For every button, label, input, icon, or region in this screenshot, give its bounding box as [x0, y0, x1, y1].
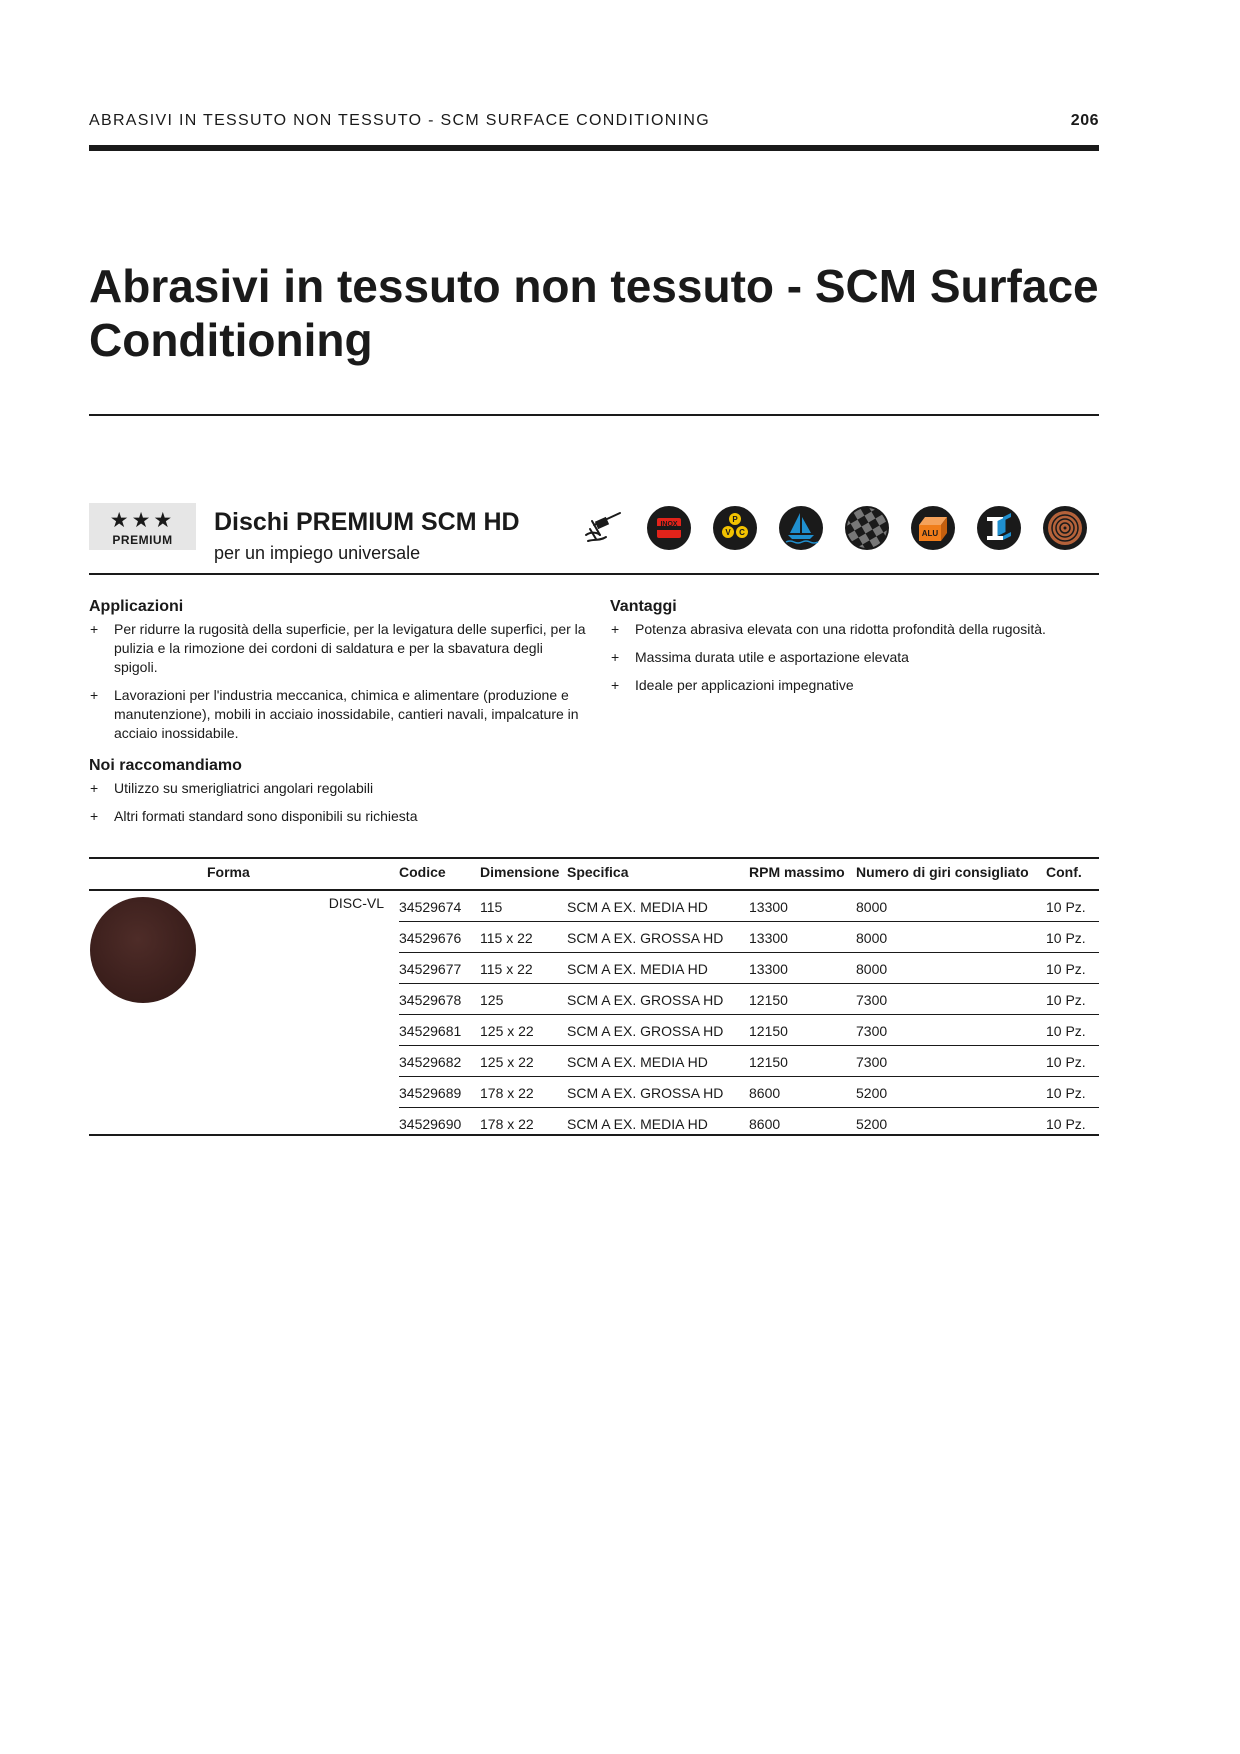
product-rule [89, 573, 1099, 575]
running-header-title: ABRASIVI IN TESSUTO NON TESSUTO - SCM SURFACE CONDITIONING [89, 112, 710, 129]
table-row: 34529678 125 SCM A EX. GROSSA HD 12150 7300 10 Pz. [0, 984, 1240, 1015]
list-item: + Potenza abrasiva elevata con una ridotta profondità della rugosità. [611, 621, 1046, 637]
product-subtitle: per un impiego universale [214, 543, 421, 563]
product-name: Dischi PREMIUM SCM HD [214, 508, 520, 536]
table-bottom-rule [89, 1134, 1099, 1136]
table-row: 34529690 178 x 22 SCM A EX. MEDIA HD 8600 5200 10 Pz. [399, 1116, 1086, 1132]
raccomandiamo-heading: Noi raccomandiamo [89, 757, 242, 774]
premium-badge [89, 503, 196, 550]
svg-text:ALU: ALU [921, 529, 939, 538]
table-row: 34529676 115 x 22 SCM A EX. GROSSA HD 13300 8000 10 Pz. [0, 922, 1240, 953]
table-row: 34529674 115 SCM A EX. MEDIA HD 13300 8000 10 Pz. [0, 891, 1240, 922]
boat-icon [778, 505, 824, 551]
wood-icon [1042, 505, 1088, 551]
list-item: + Lavorazioni per l'industria meccanica, chimica e alimentare (produzione e manutenzione), mobili in acciaio inossidabile, cantieri navali, impalcature in acciaio inossidabile. [90, 687, 579, 741]
steel-beam-icon [976, 505, 1022, 551]
table-top-rule [89, 857, 1099, 859]
list-item: + Utilizzo su smerigliatrici angolari regolabili [90, 780, 374, 796]
col-header-specifica: Specifica [567, 864, 629, 880]
applicazioni-heading: Applicazioni [89, 598, 184, 615]
table-row: 34529682 125 x 22 SCM A EX. MEDIA HD 12150 7300 10 Pz. [0, 1046, 1240, 1077]
raccomandiamo-list [89, 779, 589, 835]
list-item: + Ideale per applicazioni impegnative [611, 677, 854, 693]
col-header-giri: Numero di giri consigliato [856, 864, 1029, 880]
running-header [89, 112, 1099, 136]
list-item: + Altri formati standard sono disponibili su richiesta [90, 808, 418, 824]
pvc-icon [712, 505, 758, 551]
list-item: + Per ridurre la rugosità della superficie, per la levigatura delle superfici, per la pulizia e la rimozione dei cordoni di saldatura e per la sbavatura degli spigoli. [90, 621, 586, 675]
svg-text:V: V [725, 528, 731, 537]
col-header-conf: Conf. [1046, 864, 1082, 880]
forma-name: DISC-VL [328, 895, 384, 911]
material-icons [580, 505, 1100, 555]
vantaggi-heading: Vantaggi [610, 598, 677, 615]
composite-icon [844, 505, 890, 551]
page-title: Abrasivi in tessuto non tessuto - SCM Surface Conditioning [89, 260, 1099, 366]
premium-stars: ★★★ [109, 509, 176, 532]
inox-icon [646, 505, 692, 551]
col-header-dimensione: Dimensione [480, 864, 560, 880]
col-header-codice: Codice [399, 864, 446, 880]
table-row: 34529681 125 x 22 SCM A EX. GROSSA HD 12150 7300 10 Pz. [0, 1015, 1240, 1046]
page-number: 206 [1070, 112, 1099, 129]
angle-grinder-icon [580, 505, 626, 551]
svg-text:P: P [732, 515, 738, 524]
alu-icon [910, 505, 956, 551]
vantaggi-list [610, 620, 1100, 704]
inox-icon-label: INOX [660, 521, 678, 528]
col-header-forma: Forma [207, 864, 250, 880]
svg-text:C: C [739, 528, 745, 537]
header-rule [89, 145, 1099, 151]
applicazioni-list [89, 620, 589, 752]
premium-label: PREMIUM [112, 533, 173, 547]
table-row: 34529677 115 x 22 SCM A EX. MEDIA HD 13300 8000 10 Pz. [0, 953, 1240, 984]
title-rule [89, 414, 1099, 416]
table-row: 34529689 178 x 22 SCM A EX. GROSSA HD 8600 5200 10 Pz. [0, 1077, 1240, 1108]
col-header-rpm: RPM massimo [749, 864, 845, 880]
list-item: + Massima durata utile e asportazione elevata [611, 649, 909, 665]
